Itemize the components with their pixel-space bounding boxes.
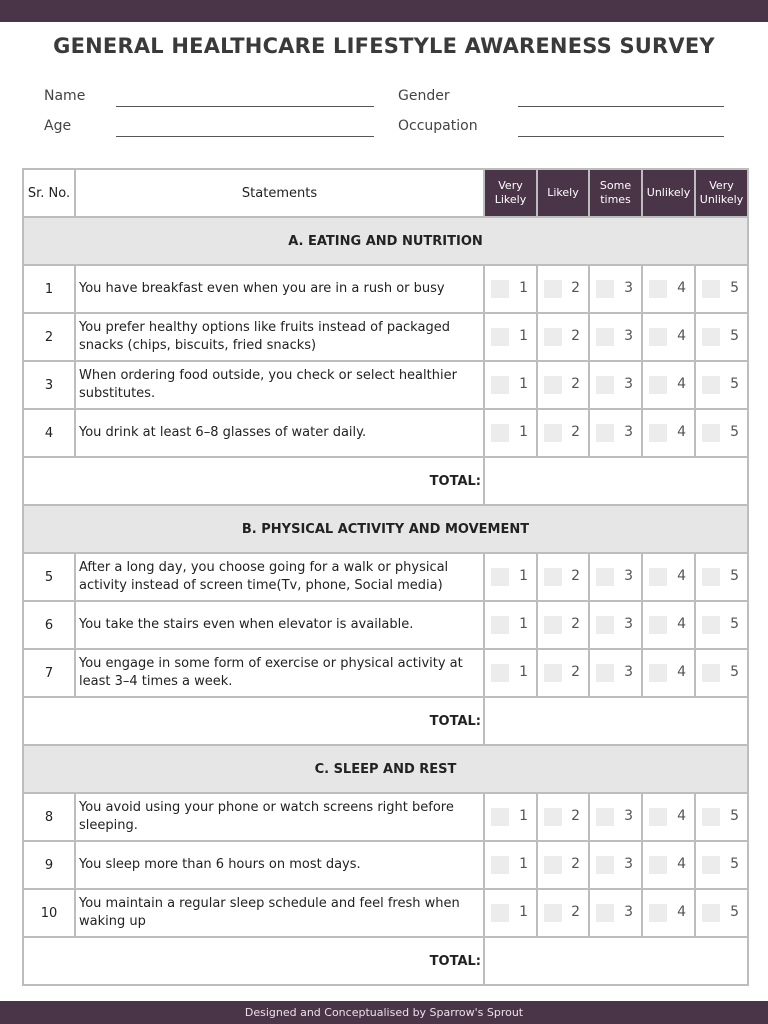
rating-value: 3: [624, 376, 633, 392]
rating-value: 1: [519, 856, 528, 872]
question-statement: You engage in some form of exercise or physical activity at least 3–4 times a week.: [75, 649, 484, 697]
rating-value: 3: [624, 568, 633, 584]
section-header-row: [23, 745, 748, 793]
page-title: GENERAL HEALTHCARE LIFESTYLE AWARENESS SURVEY: [53, 34, 715, 58]
rating-checkbox[interactable]: [491, 856, 509, 874]
rating-value: 1: [519, 568, 528, 584]
rating-option[interactable]: [589, 265, 642, 313]
option-header-line: Likely: [494, 193, 527, 206]
question-number: 6: [23, 601, 75, 649]
section-title: C. SLEEP AND REST: [23, 745, 748, 793]
rating-checkbox[interactable]: [649, 376, 667, 394]
rating-option[interactable]: [695, 409, 748, 457]
rating-checkbox[interactable]: [702, 664, 720, 682]
total-field[interactable]: [484, 457, 748, 505]
question-number: 2: [23, 313, 75, 361]
rating-value: 3: [624, 328, 633, 344]
option-header-line: Very: [498, 179, 523, 192]
rating-value: 2: [571, 808, 580, 824]
rating-option[interactable]: [589, 409, 642, 457]
rating-checkbox[interactable]: [649, 664, 667, 682]
rating-checkbox[interactable]: [491, 616, 509, 634]
question-statement: When ordering food outside, you check or select healthier substitutes.: [75, 361, 484, 409]
rating-value: 4: [677, 568, 686, 584]
rating-checkbox[interactable]: [596, 616, 614, 634]
question-number: 9: [23, 841, 75, 889]
rating-checkbox[interactable]: [596, 808, 614, 826]
rating-value: 1: [519, 424, 528, 440]
section-header-row: [23, 505, 748, 553]
rating-value: 1: [519, 904, 528, 920]
question-row: [23, 409, 748, 457]
option-header-very-likely: [484, 169, 537, 217]
rating-value: 1: [519, 808, 528, 824]
rating-value: 4: [677, 616, 686, 632]
rating-value: 4: [677, 424, 686, 440]
rating-checkbox[interactable]: [702, 904, 720, 922]
rating-value: 1: [519, 376, 528, 392]
rating-checkbox[interactable]: [544, 568, 562, 586]
question-row: [23, 793, 748, 841]
rating-checkbox[interactable]: [649, 616, 667, 634]
rating-option[interactable]: [484, 409, 537, 457]
rating-value: 5: [730, 904, 739, 920]
rating-option[interactable]: [642, 313, 695, 361]
question-row: [23, 649, 748, 697]
rating-checkbox[interactable]: [491, 904, 509, 922]
rating-checkbox[interactable]: [596, 904, 614, 922]
rating-option[interactable]: [642, 361, 695, 409]
rating-option[interactable]: [695, 601, 748, 649]
rating-value: 2: [571, 376, 580, 392]
option-header-very-unlikely: [695, 169, 748, 217]
rating-value: 5: [730, 616, 739, 632]
age-label: Age: [44, 118, 72, 134]
rating-value: 1: [519, 664, 528, 680]
rating-option[interactable]: [589, 313, 642, 361]
rating-value: 5: [730, 424, 739, 440]
option-header-likely: [537, 169, 589, 217]
rating-value: 2: [571, 424, 580, 440]
rating-checkbox[interactable]: [544, 616, 562, 634]
rating-checkbox[interactable]: [544, 664, 562, 682]
rating-checkbox[interactable]: [702, 328, 720, 346]
rating-value: 2: [571, 568, 580, 584]
rating-value: 1: [519, 616, 528, 632]
rating-option[interactable]: [589, 793, 642, 841]
rating-option[interactable]: [695, 265, 748, 313]
top-banner: [0, 0, 768, 22]
rating-option[interactable]: [589, 649, 642, 697]
rating-option[interactable]: [537, 601, 589, 649]
question-number: 10: [23, 889, 75, 937]
rating-value: 4: [677, 664, 686, 680]
rating-checkbox[interactable]: [596, 568, 614, 586]
rating-option[interactable]: [642, 409, 695, 457]
rating-value: 5: [730, 856, 739, 872]
section-title: A. EATING AND NUTRITION: [23, 217, 748, 265]
rating-option[interactable]: [537, 793, 589, 841]
rating-checkbox[interactable]: [702, 424, 720, 442]
question-statement: You sleep more than 6 hours on most days.: [75, 841, 484, 889]
rating-checkbox[interactable]: [702, 808, 720, 826]
question-number: 1: [23, 265, 75, 313]
rating-option[interactable]: [642, 265, 695, 313]
rating-option[interactable]: [537, 313, 589, 361]
rating-checkbox[interactable]: [491, 664, 509, 682]
statements-header: Statements: [75, 169, 484, 217]
rating-checkbox[interactable]: [702, 376, 720, 394]
question-statement: After a long day, you choose going for a walk or physical activity instead of screen time(Tv, phone, Social media): [75, 553, 484, 601]
rating-value: 4: [677, 280, 686, 296]
rating-checkbox[interactable]: [649, 568, 667, 586]
rating-checkbox[interactable]: [544, 280, 562, 298]
rating-checkbox[interactable]: [491, 568, 509, 586]
footer-credit: Designed and Conceptualised by Sparrow's Sprout: [0, 1001, 768, 1024]
rating-checkbox[interactable]: [491, 328, 509, 346]
rating-option[interactable]: [642, 889, 695, 937]
rating-option[interactable]: [484, 841, 537, 889]
question-number: 8: [23, 793, 75, 841]
rating-value: 5: [730, 376, 739, 392]
question-number: 7: [23, 649, 75, 697]
rating-checkbox[interactable]: [544, 328, 562, 346]
rating-checkbox[interactable]: [702, 616, 720, 634]
total-label: TOTAL:: [23, 697, 484, 745]
survey-body: [23, 217, 748, 985]
rating-checkbox[interactable]: [702, 568, 720, 586]
question-row: [23, 601, 748, 649]
question-statement: You prefer healthy options like fruits instead of packaged snacks (chips, biscuits, fried snacks): [75, 313, 484, 361]
rating-checkbox[interactable]: [544, 376, 562, 394]
rating-option[interactable]: [589, 553, 642, 601]
rating-option[interactable]: [484, 601, 537, 649]
rating-option[interactable]: [484, 793, 537, 841]
question-row: [23, 889, 748, 937]
rating-value: 2: [571, 904, 580, 920]
rating-option[interactable]: [537, 889, 589, 937]
rating-value: 3: [624, 856, 633, 872]
rating-checkbox[interactable]: [544, 904, 562, 922]
question-statement: You drink at least 6–8 glasses of water daily.: [75, 409, 484, 457]
rating-option[interactable]: [484, 553, 537, 601]
question-statement: You have breakfast even when you are in a rush or busy: [75, 265, 484, 313]
question-row: [23, 553, 748, 601]
gender-field[interactable]: [518, 106, 724, 107]
rating-option[interactable]: [695, 553, 748, 601]
rating-value: 5: [730, 568, 739, 584]
rating-checkbox[interactable]: [596, 280, 614, 298]
total-field[interactable]: [484, 937, 748, 985]
option-header-sometimes: [589, 169, 642, 217]
section-total-row: [23, 457, 748, 505]
rating-value: 5: [730, 808, 739, 824]
rating-value: 3: [624, 616, 633, 632]
rating-checkbox[interactable]: [491, 808, 509, 826]
rating-option[interactable]: [484, 649, 537, 697]
rating-value: 2: [571, 856, 580, 872]
occupation-field[interactable]: [518, 136, 724, 137]
rating-checkbox[interactable]: [544, 808, 562, 826]
rating-value: 4: [677, 376, 686, 392]
rating-option[interactable]: [537, 841, 589, 889]
rating-value: 5: [730, 328, 739, 344]
rating-option[interactable]: [484, 313, 537, 361]
rating-value: 1: [519, 280, 528, 296]
option-header-unlikely: [642, 169, 695, 217]
rating-option[interactable]: [484, 361, 537, 409]
name-label: Name: [44, 88, 86, 104]
rating-checkbox[interactable]: [491, 424, 509, 442]
option-header-line: times: [600, 193, 631, 206]
option-header-line: Unlikely: [646, 186, 691, 199]
option-header-line: Likely: [547, 186, 579, 199]
total-field[interactable]: [484, 697, 748, 745]
section-header-row: [23, 217, 748, 265]
section-total-row: [23, 697, 748, 745]
rating-value: 3: [624, 664, 633, 680]
question-number: 3: [23, 361, 75, 409]
survey-table: [22, 168, 749, 986]
option-header-line: Some: [599, 179, 632, 192]
rating-checkbox[interactable]: [596, 424, 614, 442]
question-row: [23, 313, 748, 361]
question-number: 5: [23, 553, 75, 601]
rating-value: 3: [624, 904, 633, 920]
rating-checkbox[interactable]: [702, 280, 720, 298]
rating-option[interactable]: [695, 841, 748, 889]
rating-value: 4: [677, 904, 686, 920]
rating-value: 4: [677, 328, 686, 344]
rating-option[interactable]: [537, 265, 589, 313]
rating-checkbox[interactable]: [596, 376, 614, 394]
rating-option[interactable]: [642, 649, 695, 697]
rating-option[interactable]: [537, 649, 589, 697]
question-number: 4: [23, 409, 75, 457]
rating-option[interactable]: [695, 793, 748, 841]
total-label: TOTAL:: [23, 457, 484, 505]
rating-value: 1: [519, 328, 528, 344]
section-total-row: [23, 937, 748, 985]
rating-checkbox[interactable]: [649, 808, 667, 826]
question-row: [23, 361, 748, 409]
total-label: TOTAL:: [23, 937, 484, 985]
rating-option[interactable]: [537, 409, 589, 457]
question-row: [23, 841, 748, 889]
question-row: [23, 265, 748, 313]
rating-option[interactable]: [695, 361, 748, 409]
rating-value: 5: [730, 280, 739, 296]
rating-option[interactable]: [642, 793, 695, 841]
rating-option[interactable]: [695, 649, 748, 697]
rating-checkbox[interactable]: [649, 856, 667, 874]
rating-option[interactable]: [695, 889, 748, 937]
rating-checkbox[interactable]: [596, 664, 614, 682]
rating-value: 5: [730, 664, 739, 680]
rating-value: 4: [677, 808, 686, 824]
rating-option[interactable]: [484, 265, 537, 313]
rating-option[interactable]: [642, 841, 695, 889]
section-title: B. PHYSICAL ACTIVITY AND MOVEMENT: [23, 505, 748, 553]
rating-value: 2: [571, 616, 580, 632]
rating-checkbox[interactable]: [649, 280, 667, 298]
rating-option[interactable]: [589, 361, 642, 409]
rating-value: 3: [624, 280, 633, 296]
rating-value: 3: [624, 808, 633, 824]
rating-checkbox[interactable]: [596, 856, 614, 874]
option-header-line: Very: [709, 179, 734, 192]
sr-no-header: Sr. No.: [23, 169, 75, 217]
rating-value: 3: [624, 424, 633, 440]
rating-checkbox[interactable]: [491, 280, 509, 298]
rating-option[interactable]: [537, 553, 589, 601]
rating-option[interactable]: [589, 889, 642, 937]
rating-value: 4: [677, 856, 686, 872]
rating-option[interactable]: [642, 553, 695, 601]
rating-option[interactable]: [642, 601, 695, 649]
rating-option[interactable]: [589, 841, 642, 889]
rating-value: 2: [571, 328, 580, 344]
question-statement: You avoid using your phone or watch screens right before sleeping.: [75, 793, 484, 841]
rating-checkbox[interactable]: [491, 376, 509, 394]
question-statement: You take the stairs even when elevator is available.: [75, 601, 484, 649]
rating-value: 2: [571, 280, 580, 296]
rating-checkbox[interactable]: [544, 424, 562, 442]
rating-value: 2: [571, 664, 580, 680]
gender-label: Gender: [398, 88, 450, 104]
rating-checkbox[interactable]: [649, 328, 667, 346]
rating-checkbox[interactable]: [596, 328, 614, 346]
rating-option[interactable]: [537, 361, 589, 409]
age-field[interactable]: [116, 136, 374, 137]
option-header-line: Unlikely: [699, 193, 744, 206]
rating-option[interactable]: [589, 601, 642, 649]
rating-checkbox[interactable]: [649, 904, 667, 922]
name-field[interactable]: [116, 106, 374, 107]
rating-checkbox[interactable]: [702, 856, 720, 874]
rating-checkbox[interactable]: [544, 856, 562, 874]
rating-checkbox[interactable]: [649, 424, 667, 442]
rating-option[interactable]: [484, 889, 537, 937]
question-statement: You maintain a regular sleep schedule and feel fresh when waking up: [75, 889, 484, 937]
occupation-label: Occupation: [398, 118, 478, 134]
rating-option[interactable]: [695, 313, 748, 361]
